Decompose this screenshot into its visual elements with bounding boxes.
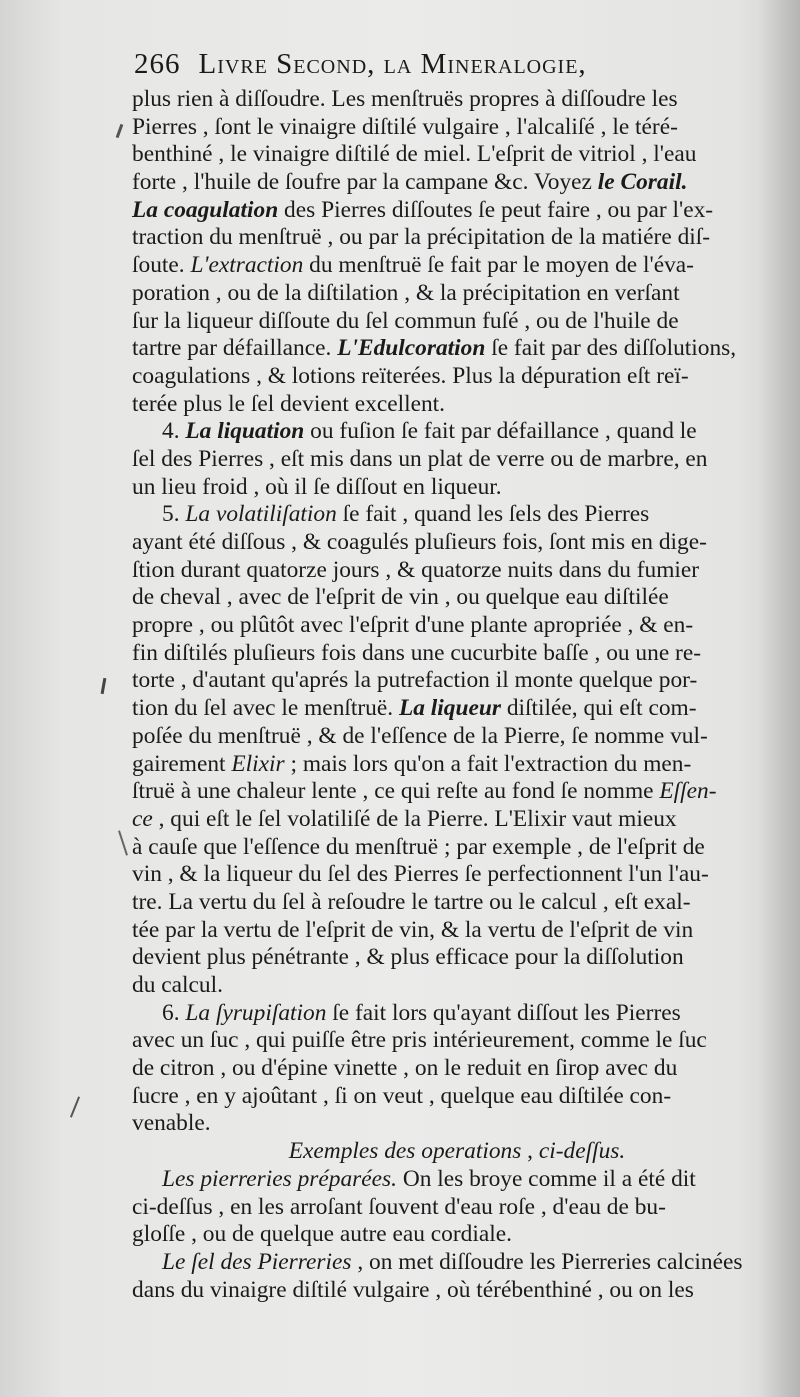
italic-term: Les pierreries préparées. xyxy=(162,1165,397,1192)
emphasis-text: La liquation xyxy=(185,418,305,445)
text-run: du menſtruë ſe fait par le moyen de l'éva- xyxy=(303,252,694,279)
emphasis-text: La liqueur xyxy=(398,695,501,722)
text-line xyxy=(132,917,782,945)
italic-term: Eſſen- xyxy=(659,778,717,805)
text-line xyxy=(132,446,782,474)
text-line xyxy=(132,1110,782,1138)
text-line xyxy=(132,1083,782,1111)
text-run: 6. xyxy=(162,999,186,1026)
text-line xyxy=(132,501,782,529)
text-line xyxy=(132,114,782,142)
italic-term: L'extraction xyxy=(190,252,304,279)
text-run: 5. xyxy=(162,501,186,528)
text-line xyxy=(132,557,782,585)
italic-term: ce xyxy=(132,805,153,832)
text-line xyxy=(132,169,782,197)
text-line xyxy=(132,1000,782,1028)
ink-speck xyxy=(101,678,107,694)
text-run: à cauſe que l'eſſence du menſtruë ; par exemple , de l'eſprit de xyxy=(132,833,705,860)
italic-term: La volatiliſation xyxy=(185,501,337,528)
text-line xyxy=(132,141,782,169)
text-line xyxy=(132,1249,782,1277)
text-run: de cheval , avec de l'eſprit de vin , ou quelque eau diſtilée xyxy=(132,584,669,611)
text-run: dans du vinaigre diſtilé vulgaire , où térébenthiné , ou on les xyxy=(132,1276,694,1303)
text-line xyxy=(132,889,782,917)
text-run: ſel des Pierres , eſt mis dans un plat de verre ou de marbre, en xyxy=(132,445,708,472)
text-line xyxy=(132,224,782,252)
text-line xyxy=(132,861,782,889)
text-run: , xyxy=(521,1138,539,1165)
text-run: du calcul. xyxy=(132,972,223,998)
text-run: , on met diſſoudre les Pierreries calcinées xyxy=(351,1248,743,1275)
text-run: venable. xyxy=(132,1110,211,1137)
text-line xyxy=(132,1138,782,1166)
text-line xyxy=(132,972,782,1000)
text-line xyxy=(132,806,782,834)
ink-speck xyxy=(116,124,124,138)
text-line xyxy=(132,834,782,862)
text-run: poſée du menſtruë , & de l'eſſence de la Pierre, ſe nomme vul- xyxy=(132,722,708,749)
text-line xyxy=(132,474,782,502)
emphasis-text: le Corail. xyxy=(597,169,688,196)
text-run: ſe fait par des diſſolutions, xyxy=(485,335,737,362)
page-number: 266 xyxy=(134,48,181,80)
italic-term xyxy=(185,418,304,444)
text-line xyxy=(132,751,782,779)
italic-term xyxy=(598,169,688,195)
text-line xyxy=(132,1277,782,1305)
text-line xyxy=(132,308,782,336)
text-line xyxy=(132,1166,782,1194)
emphasis-text: L'Edulcoration xyxy=(337,335,486,362)
text-line xyxy=(132,667,782,695)
text-run: ſtion durant quatorze jours , & quatorze nuits dans du fumier xyxy=(132,556,700,583)
text-line xyxy=(132,280,782,308)
text-run: ayant été diſſous , & coagulés pluſieurs fois, ſont mis en dige- xyxy=(132,529,707,555)
running-header xyxy=(134,48,774,81)
emphasis-text: La coagulation xyxy=(132,196,279,223)
text-line xyxy=(132,1221,782,1249)
text-run: ſe fait , quand les ſels des Pierres xyxy=(336,501,650,528)
text-run: benthiné , le vinaigre diſtilé de miel. L'eſprit de vitriol , l'eau xyxy=(132,141,697,168)
text-line xyxy=(132,418,782,446)
text-run: ſur la liqueur diſſoute du ſel commun fuſé , ou de l'huile de xyxy=(132,307,679,334)
text-run: gairement xyxy=(132,750,232,777)
italic-term xyxy=(399,695,501,721)
text-line xyxy=(132,391,782,419)
italic-term: Elixir xyxy=(231,750,285,777)
text-line xyxy=(132,86,782,114)
text-run: propre , ou plûtôt avec l'eſprit d'une plante apropriée , & en- xyxy=(132,612,694,639)
running-title: Livre Second, la Mineralogie, xyxy=(198,48,587,80)
ink-speck xyxy=(70,1096,80,1117)
text-run: tartre par défaillance. xyxy=(132,335,338,362)
text-line xyxy=(132,723,782,751)
text-run: ci-deſſus , en les arroſant ſouvent d'eau roſe , d'eau de bu- xyxy=(132,1193,666,1220)
text-run: ſe fait lors qu'ayant diſſout les Pierres xyxy=(326,999,681,1026)
text-run: ou fuſion ſe fait par défaillance , quand le xyxy=(304,418,697,445)
text-run: des Pierres diſſoutes ſe peut faire , ou par l'ex- xyxy=(278,196,714,223)
text-run: vin , & la liqueur du ſel des Pierres ſe perfectionnent l'un l'au- xyxy=(132,861,709,888)
text-run: ; mais lors qu'on a fait l'extraction du men- xyxy=(284,750,692,777)
text-line xyxy=(132,529,782,557)
text-run: plus rien à diſſoudre. Les menſtruës propres à diſſoudre les xyxy=(132,86,678,112)
text-line xyxy=(132,1055,782,1083)
text-line xyxy=(132,778,782,806)
text-run: fin diſtilés pluſieurs fois dans une cucurbite baſſe , ou une re- xyxy=(132,639,702,666)
text-run: tée par la vertu de l'eſprit de vin, & la vertu de l'eſprit de vin xyxy=(132,916,694,943)
text-line xyxy=(132,612,782,640)
text-run: ſucre , en y ajoûtant , ſi on veut , quelque eau diſtilée con- xyxy=(132,1082,672,1109)
italic-term xyxy=(132,197,278,223)
text-run: terée plus le ſel devient excellent. xyxy=(132,390,446,417)
italic-term xyxy=(337,335,485,361)
text-run: 4. xyxy=(162,418,186,445)
text-run: forte , l'huile de ſoufre par la campane &c. Voyez xyxy=(132,169,598,196)
text-line xyxy=(132,1027,782,1055)
text-line xyxy=(132,197,782,225)
text-line xyxy=(132,584,782,612)
italic-term: Le ſel des Pierreries xyxy=(162,1248,352,1275)
text-run: diſtilée, qui eſt com- xyxy=(500,695,697,722)
text-run: , qui eſt le ſel volatiliſé de la Pierre. L'Elixir vaut mieux xyxy=(152,805,677,832)
text-run: devient plus pénétrante , & plus efficace pour la diſſolution xyxy=(132,944,684,971)
text-run: tre. La vertu du ſel à reſoudre le tartre ou le calcul , eſt exal- xyxy=(132,888,691,915)
text-run: torte , d'autant qu'aprés la putrefaction il monte quelque por- xyxy=(132,667,698,694)
text-run: On les broye comme il a été dit xyxy=(396,1165,696,1192)
text-line xyxy=(132,335,782,363)
text-run: traction du menſtruë , ou par la précipitation de la matiére diſ- xyxy=(132,224,711,251)
text-run: tion du ſel avec le menſtruë. xyxy=(132,695,399,722)
text-run: gloſſe , ou de quelque autre eau cordiale. xyxy=(132,1221,512,1248)
text-line xyxy=(132,944,782,972)
text-run: coagulations , & lotions reïterées. Plus la dépuration eſt reï- xyxy=(132,362,689,389)
text-line xyxy=(132,695,782,723)
text-line xyxy=(132,1194,782,1222)
italic-term: La ſyrupiſation xyxy=(185,999,327,1026)
text-run: poration , ou de la diſtilation , & la précipitation en verſant xyxy=(132,279,680,306)
body-text xyxy=(132,86,782,1304)
text-run: ſoute. xyxy=(132,252,191,279)
text-run: un lieu froid , où il ſe diſſout en liqueur. xyxy=(132,473,502,500)
text-line xyxy=(132,252,782,280)
text-line xyxy=(132,640,782,668)
italic-term: Exemples des operations xyxy=(288,1138,522,1165)
italic-term: ci-deſſus. xyxy=(538,1138,626,1165)
text-line xyxy=(132,363,782,391)
text-run: de citron , ou d'épine vinette , on le reduit en ſirop avec du xyxy=(132,1055,678,1082)
text-run: Pierres , ſont le vinaigre diſtilé vulgaire , l'alcaliſé , le téré- xyxy=(132,113,678,140)
text-run: avec un ſuc , qui puiſſe être pris intérieurement, comme le ſuc xyxy=(132,1027,707,1054)
ink-speck xyxy=(118,830,128,855)
text-run: ſtruë à une chaleur lente , ce qui reſte au fond ſe nomme xyxy=(132,778,660,805)
